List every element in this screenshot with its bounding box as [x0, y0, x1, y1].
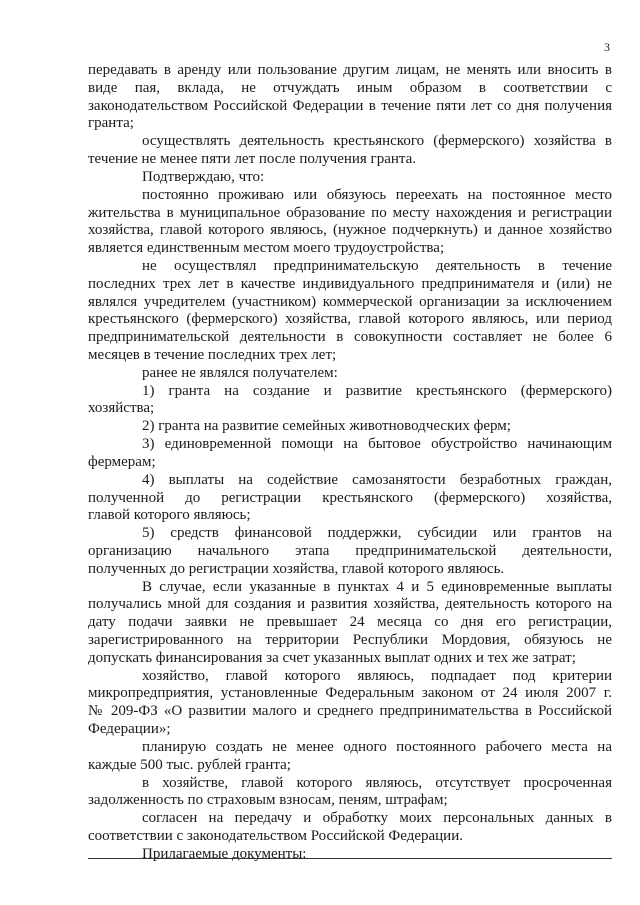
- text-line: хозяйства, главой которого являюсь, (нужное подчеркнуть) и данное хозяйство: [88, 222, 612, 239]
- paragraph: [88, 62, 612, 133]
- paragraph: [88, 169, 612, 187]
- paragraph: [88, 579, 612, 668]
- text-line: не осуществлял предпринимательскую деятельность в течение: [142, 257, 612, 274]
- paragraph: [88, 258, 612, 365]
- text-line: полученных до регистрации хозяйства, главой которого являюсь.: [88, 560, 505, 577]
- text-line: виде пая, вклада, не отчуждать иным образом в соответствии с: [88, 79, 612, 96]
- text-line: Федерации»;: [88, 721, 171, 738]
- text-line: жительства в муниципальное образование по месту нахождения и регистрации: [88, 204, 612, 221]
- text-line: законодательством Российской Федерации в течение пяти лет со дня получения: [88, 97, 612, 114]
- text-line: главой которого являюсь;: [88, 507, 251, 524]
- text-line: осуществлять деятельность крестьянского (фермерского) хозяйства в: [142, 133, 612, 150]
- text-line: допускать финансирования за счет указанных выплат одних и тех же затрат;: [88, 649, 576, 666]
- text-line: 3) единовременной помощи на бытовое обустройство начинающим: [142, 436, 612, 453]
- text-line: полученной до регистрации крестьянского (фермерского) хозяйства,: [88, 489, 612, 506]
- text-line: хозяйство, главой которого являюсь, подпадает под критерии: [142, 667, 612, 684]
- text-line: зарегистрированного на территории Республики Мордовия, обязуюсь не: [88, 632, 612, 648]
- text-line: 2) гранта на развитие семейных животноводческих ферм;: [142, 418, 511, 435]
- paragraph: [88, 133, 612, 169]
- text-line: предпринимательской деятельности в совокупности составляет не более 6: [88, 329, 612, 346]
- text-line: передавать в аренду или пользование другим лицам, не менять или вносить в: [88, 62, 612, 78]
- text-line: ранее не являлся получателем:: [142, 364, 338, 381]
- paragraph: [88, 418, 612, 436]
- text-line: постоянно проживаю или обязуюсь переехать на постоянное место: [142, 186, 612, 203]
- text-line: дату подачи заявки не превышает 24 месяца со дня его регистрации,: [88, 614, 612, 631]
- text-line: месяцев в течение последних трех лет;: [88, 347, 337, 363]
- text-line: планирую создать не менее одного постоянного рабочего места на: [142, 738, 612, 755]
- text-line: Прилагаемые документы:: [142, 845, 307, 862]
- text-line: в хозяйстве, главой которого являюсь, отсутствует просроченная: [142, 774, 612, 791]
- text-line: является единственным местом моего трудоустройства;: [88, 240, 445, 257]
- paragraph: [88, 739, 612, 775]
- text-line: организацию начального этапа предпринимательской деятельности,: [88, 542, 612, 559]
- paragraph: [88, 472, 612, 525]
- text-line: крестьянского (фермерского) хозяйства, главой которого являюсь, или период: [88, 311, 612, 328]
- text-line: течение не менее пяти лет после получения гранта.: [88, 151, 417, 168]
- paragraph: [88, 187, 612, 258]
- text-line: 4) выплаты на содействие самозанятости безработных граждан,: [142, 471, 612, 488]
- paragraph: [88, 365, 612, 383]
- text-line: последних трех лет в качестве индивидуального предпринимателя и (или) не: [88, 275, 612, 292]
- paragraph: [88, 383, 612, 419]
- footer-rule: [88, 858, 612, 859]
- text-line: согласен на передачу и обработку моих персональных данных в: [142, 810, 612, 827]
- text-line: 1) гранта на создание и развитие крестьянского (фермерского): [142, 382, 612, 399]
- text-line: получались мной для создания и развития хозяйства, деятельность которого на: [88, 596, 612, 613]
- text-line: фермерам;: [88, 453, 156, 470]
- text-line: являлся учредителем (участником) коммерческой организации за исключением: [88, 293, 612, 310]
- paragraph: [88, 668, 612, 739]
- paragraph: [88, 810, 612, 846]
- text-line: № 209-ФЗ «О развитии малого и среднего предпринимательства в Российской: [88, 703, 612, 720]
- text-line: 5) средств финансовой поддержки, субсидии или грантов на: [142, 525, 612, 542]
- page-number: 3: [604, 40, 610, 54]
- text-line: хозяйства;: [88, 400, 155, 417]
- text-line: Подтверждаю, что:: [142, 168, 265, 185]
- paragraph: [88, 436, 612, 472]
- paragraph: [88, 525, 612, 578]
- text-line: гранта;: [88, 115, 134, 132]
- text-line: задолженность по страховым взносам, пеням, штрафам;: [88, 792, 448, 809]
- paragraph: [88, 775, 612, 811]
- document-body: [88, 62, 612, 864]
- text-line: микропредприятия, установленные Федеральным законом от 24 июля 2007 г.: [88, 685, 612, 702]
- paragraph: [88, 846, 612, 864]
- text-line: каждые 500 тыс. рублей гранта;: [88, 756, 291, 773]
- text-line: соответствии с законодательством Российской Федерации.: [88, 827, 463, 844]
- text-line: В случае, если указанные в пунктах 4 и 5 единовременные выплаты: [142, 578, 612, 595]
